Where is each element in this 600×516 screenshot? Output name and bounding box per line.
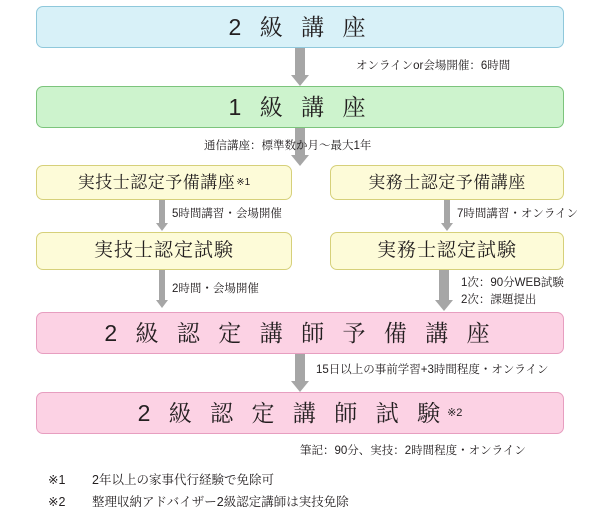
node-2kyu-koshi-shiken-label: 2 級 認 定 講 師 試 験 xyxy=(137,399,447,426)
node-jitsumushi-shiken-label: 実務士認定試験 xyxy=(376,240,517,262)
footnote-2 xyxy=(48,492,349,514)
edge-label-4: 7時間講習・オンライン xyxy=(457,208,579,220)
arrow-4 xyxy=(440,200,454,232)
node-2kyu-koshi-shiken-note: ※2 xyxy=(447,406,463,419)
edge-label-2: 通信講座：標準数か月～最大1年 xyxy=(204,140,372,152)
node-jitsumushi-yobi-koza-label: 実務士認定予備講座 xyxy=(368,172,526,192)
node-2kyu-koza xyxy=(36,6,564,48)
node-2kyu-koshi-shiken xyxy=(36,392,564,434)
arrow-5 xyxy=(155,270,169,310)
footnotes xyxy=(48,470,349,514)
edge-label-7: 15日以上の事前学習+3時間程度・オンライン xyxy=(316,364,549,376)
node-2kyu-koshi-yobi-koza xyxy=(36,312,564,354)
edge-label-1: オンラインor会場開催：6時間 xyxy=(356,60,511,72)
footnote-1-mark: ※1 xyxy=(48,473,66,487)
node-1kyu-koza-label: 1 級 講 座 xyxy=(228,93,372,120)
edge-label-6 xyxy=(461,275,564,310)
node-jitsumushi-yobi-koza xyxy=(330,165,564,200)
node-2kyu-koza-label: 2 級 講 座 xyxy=(228,13,372,40)
edge-label-8: 筆記：90分、実技：2時間程度・オンライン xyxy=(300,445,526,457)
edge-label-6-line2: 2次：課題提出 xyxy=(461,294,537,307)
edge-label-6-line1: 1次：90分WEB試験 xyxy=(461,277,564,289)
footnote-1-text: 2年以上の家事代行経験で免除可 xyxy=(92,473,274,487)
footnote-2-mark: ※2 xyxy=(48,494,66,509)
node-jitsugishi-shiken-label: 実技士認定試験 xyxy=(93,240,234,262)
node-jitsumushi-shiken xyxy=(330,232,564,270)
arrow-1 xyxy=(291,48,309,86)
node-jitsugishi-shiken xyxy=(36,232,292,270)
arrow-6 xyxy=(434,270,454,310)
footnote-1 xyxy=(48,470,349,492)
edge-label-5: 2時間・会場開催 xyxy=(172,283,259,295)
node-jitsugishi-yobi-koza-label: 実技士認定予備講座 xyxy=(77,172,236,192)
footnote-2-text: 整理収納アドバイザー2級認定講師は実技免除 xyxy=(92,494,349,509)
arrow-3 xyxy=(155,200,169,232)
edge-label-3: 5時間講習・会場開催 xyxy=(172,208,282,220)
node-jitsugishi-yobi-koza-note: ※1 xyxy=(236,176,251,188)
arrow-7 xyxy=(291,354,309,392)
node-jitsugishi-yobi-koza xyxy=(36,165,292,200)
node-1kyu-koza xyxy=(36,86,564,128)
node-2kyu-koshi-yobi-koza-label: 2 級 認 定 講 師 予 備 講 座 xyxy=(104,319,496,346)
